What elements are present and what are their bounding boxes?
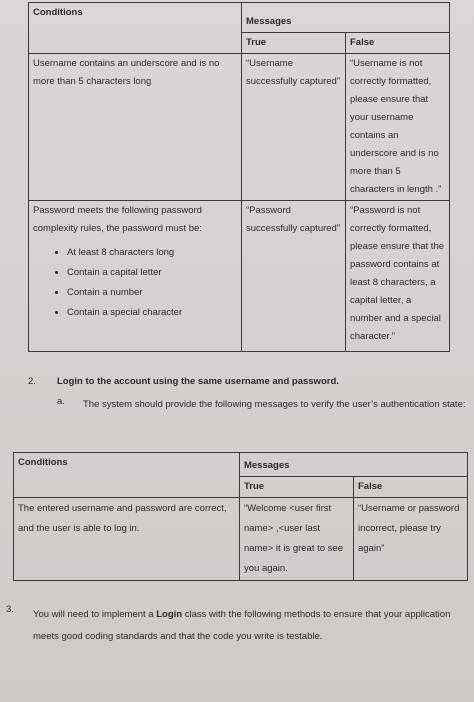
- false-header: False: [353, 477, 467, 498]
- true-header: True: [242, 33, 346, 54]
- step-3-text: [33, 604, 463, 648]
- list-item: • At least 8 characters long: [67, 244, 237, 262]
- step-3-text-after: class with the following methods to ensure that your application meets good coding standards and that the code you write is testable.: [33, 609, 451, 642]
- table-row: [29, 201, 450, 352]
- messages-header: Messages: [239, 453, 467, 477]
- step-2-number: 2.: [28, 376, 36, 387]
- password-condition: [29, 201, 242, 352]
- login-true-message: “Welcome <user first name> ,<user last name> it is great to see you again.: [239, 498, 353, 581]
- messages-header: Messages: [242, 3, 450, 33]
- password-false-message: “Password is not correctly formatted, please ensure that the password contains at least 8 characters, a capital letter, a number and a special character.”: [346, 201, 450, 352]
- table-row: [29, 54, 450, 201]
- username-condition: Username contains an underscore and is no more than 5 characters long: [29, 54, 242, 201]
- login-condition: The entered username and password are correct, and the user is able to log in.: [14, 498, 240, 581]
- step-2a-letter: a.: [57, 396, 65, 407]
- conditions-header: Conditions: [14, 453, 240, 498]
- step-3-text-before: You will need to implement a: [33, 609, 157, 620]
- list-item: • Contain a capital letter: [67, 264, 237, 282]
- step-3-number: 3.: [6, 604, 14, 615]
- login-class-name: Login: [156, 609, 183, 620]
- step-2a-text: The system should provide the following messages to verify the user’s authentication state:: [83, 399, 466, 410]
- username-false-message: “Username is not correctly formatted, please ensure that your username contains an underscore and is no more than 5 characters in length .”: [346, 54, 450, 201]
- false-header: False: [346, 33, 450, 54]
- step-2-text: Login to the account using the same username and password.: [57, 376, 339, 387]
- password-rules-list: [33, 244, 237, 322]
- list-item: • Contain a special character: [67, 304, 237, 322]
- login-conditions-table: [13, 452, 468, 581]
- registration-conditions-table: [28, 2, 450, 352]
- conditions-header: Conditions: [29, 3, 242, 54]
- password-true-message: “Password successfully captured”: [242, 201, 346, 352]
- list-item: • Contain a number: [67, 284, 237, 302]
- username-true-message: “Username successfully captured”: [242, 54, 346, 201]
- table-row: [14, 498, 468, 581]
- password-condition-text: Password meets the following password complexity rules, the password must be:: [33, 205, 202, 234]
- login-false-message: “Username or password incorrect, please try again”: [353, 498, 467, 581]
- true-header: True: [239, 477, 353, 498]
